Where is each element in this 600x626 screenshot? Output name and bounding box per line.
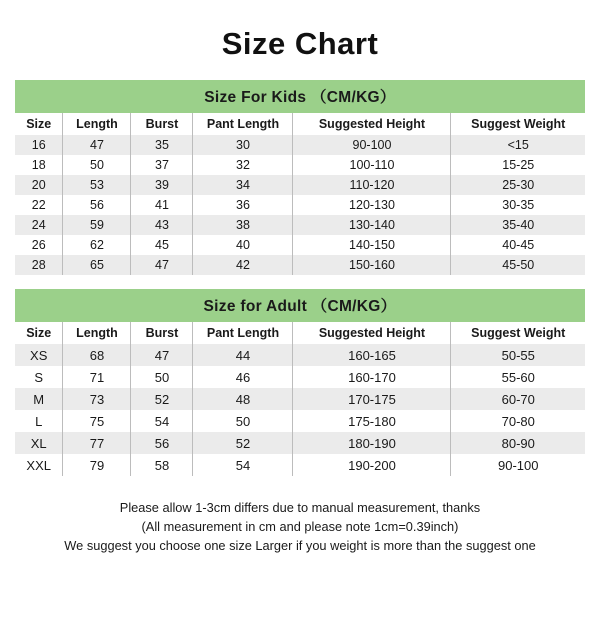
cell-size: XXL <box>15 454 63 476</box>
table-row <box>15 175 585 195</box>
cell-pant-length: 40 <box>193 235 293 255</box>
cell-pant-length: 34 <box>193 175 293 195</box>
cell-burst: 35 <box>131 135 193 155</box>
cell-weight: 55-60 <box>451 366 585 388</box>
cell-burst: 54 <box>131 410 193 432</box>
cell-height: 100-110 <box>293 155 451 175</box>
adult-header-suggest-weight: Suggest Weight <box>451 322 585 344</box>
adult-header-suggested-height: Suggested Height <box>293 322 451 344</box>
cell-burst: 47 <box>131 255 193 275</box>
adult-header-pant-length: Pant Length <box>193 322 293 344</box>
cell-pant-length: 32 <box>193 155 293 175</box>
note-line-1: Please allow 1-3cm differs due to manual measurement, thanks <box>119 500 481 515</box>
cell-size: 22 <box>15 195 63 215</box>
cell-pant-length: 48 <box>193 388 293 410</box>
page-title: Size Chart <box>221 26 379 61</box>
cell-burst: 43 <box>131 215 193 235</box>
cell-weight: 45-50 <box>451 255 585 275</box>
cell-weight: 70-80 <box>451 410 585 432</box>
table-row <box>15 135 585 155</box>
cell-weight: 60-70 <box>451 388 585 410</box>
cell-pant-length: 44 <box>193 344 293 366</box>
kids-header-pant-length: Pant Length <box>193 113 293 135</box>
cell-pant-length: 38 <box>193 215 293 235</box>
cell-size: L <box>15 410 63 432</box>
adult-header-length: Length <box>63 322 131 344</box>
cell-pant-length: 50 <box>193 410 293 432</box>
cell-size: 28 <box>15 255 63 275</box>
cell-length: 47 <box>63 135 131 155</box>
cell-height: 160-165 <box>293 344 451 366</box>
cell-weight: 90-100 <box>451 454 585 476</box>
cell-height: 110-120 <box>293 175 451 195</box>
cell-height: 120-130 <box>293 195 451 215</box>
cell-weight: 30-35 <box>451 195 585 215</box>
kids-band-label: Size For Kids （CM/KG） <box>15 80 585 113</box>
cell-burst: 39 <box>131 175 193 195</box>
cell-height: 190-200 <box>293 454 451 476</box>
cell-pant-length: 46 <box>193 366 293 388</box>
table-row <box>15 155 585 175</box>
kids-table-band <box>15 80 585 113</box>
cell-weight: 80-90 <box>451 432 585 454</box>
cell-length: 53 <box>63 175 131 195</box>
note-line-2: (All measurement in cm and please note 1cm=0.39inch) <box>141 519 459 534</box>
kids-header-size: Size <box>15 113 63 135</box>
table-row <box>15 366 585 388</box>
table-row <box>15 454 585 476</box>
cell-pant-length: 52 <box>193 432 293 454</box>
cell-weight: <15 <box>451 135 585 155</box>
cell-burst: 47 <box>131 344 193 366</box>
table-row <box>15 410 585 432</box>
cell-weight: 25-30 <box>451 175 585 195</box>
kids-header-suggest-weight: Suggest Weight <box>451 113 585 135</box>
cell-length: 65 <box>63 255 131 275</box>
adult-header-size: Size <box>15 322 63 344</box>
table-spacer <box>0 275 600 289</box>
cell-size: S <box>15 366 63 388</box>
cell-pant-length: 42 <box>193 255 293 275</box>
note-line-3: We suggest you choose one size Larger if you weight is more than the suggest one <box>64 538 536 553</box>
adult-size-table <box>15 289 585 476</box>
cell-size: 20 <box>15 175 63 195</box>
adult-header-burst: Burst <box>131 322 193 344</box>
adult-band-label: Size for Adult （CM/KG） <box>15 289 585 322</box>
cell-weight: 35-40 <box>451 215 585 235</box>
cell-pant-length: 30 <box>193 135 293 155</box>
cell-length: 73 <box>63 388 131 410</box>
cell-pant-length: 54 <box>193 454 293 476</box>
cell-length: 68 <box>63 344 131 366</box>
table-row <box>15 388 585 410</box>
cell-height: 140-150 <box>293 235 451 255</box>
kids-header-burst: Burst <box>131 113 193 135</box>
cell-size: 24 <box>15 215 63 235</box>
cell-height: 90-100 <box>293 135 451 155</box>
table-row <box>15 255 585 275</box>
cell-height: 130-140 <box>293 215 451 235</box>
table-row <box>15 195 585 215</box>
cell-burst: 37 <box>131 155 193 175</box>
cell-burst: 58 <box>131 454 193 476</box>
kids-header-suggested-height: Suggested Height <box>293 113 451 135</box>
cell-size: XS <box>15 344 63 366</box>
cell-length: 77 <box>63 432 131 454</box>
cell-length: 79 <box>63 454 131 476</box>
cell-length: 75 <box>63 410 131 432</box>
cell-length: 56 <box>63 195 131 215</box>
cell-size: 26 <box>15 235 63 255</box>
cell-burst: 52 <box>131 388 193 410</box>
cell-weight: 40-45 <box>451 235 585 255</box>
kids-header-row <box>15 113 585 135</box>
cell-burst: 41 <box>131 195 193 215</box>
cell-height: 175-180 <box>293 410 451 432</box>
cell-length: 71 <box>63 366 131 388</box>
table-row <box>15 344 585 366</box>
cell-height: 150-160 <box>293 255 451 275</box>
cell-height: 180-190 <box>293 432 451 454</box>
measurement-notes <box>30 498 570 555</box>
cell-length: 50 <box>63 155 131 175</box>
cell-pant-length: 36 <box>193 195 293 215</box>
cell-length: 62 <box>63 235 131 255</box>
cell-size: M <box>15 388 63 410</box>
cell-weight: 15-25 <box>451 155 585 175</box>
cell-length: 59 <box>63 215 131 235</box>
cell-height: 170-175 <box>293 388 451 410</box>
cell-burst: 56 <box>131 432 193 454</box>
cell-size: 18 <box>15 155 63 175</box>
adult-table-band <box>15 289 585 322</box>
cell-size: XL <box>15 432 63 454</box>
size-chart-page <box>0 26 600 626</box>
adult-header-row <box>15 322 585 344</box>
table-row <box>15 235 585 255</box>
cell-height: 160-170 <box>293 366 451 388</box>
table-row <box>15 215 585 235</box>
table-row <box>15 432 585 454</box>
kids-size-table <box>15 80 585 275</box>
cell-burst: 50 <box>131 366 193 388</box>
cell-weight: 50-55 <box>451 344 585 366</box>
cell-size: 16 <box>15 135 63 155</box>
cell-burst: 45 <box>131 235 193 255</box>
kids-header-length: Length <box>63 113 131 135</box>
